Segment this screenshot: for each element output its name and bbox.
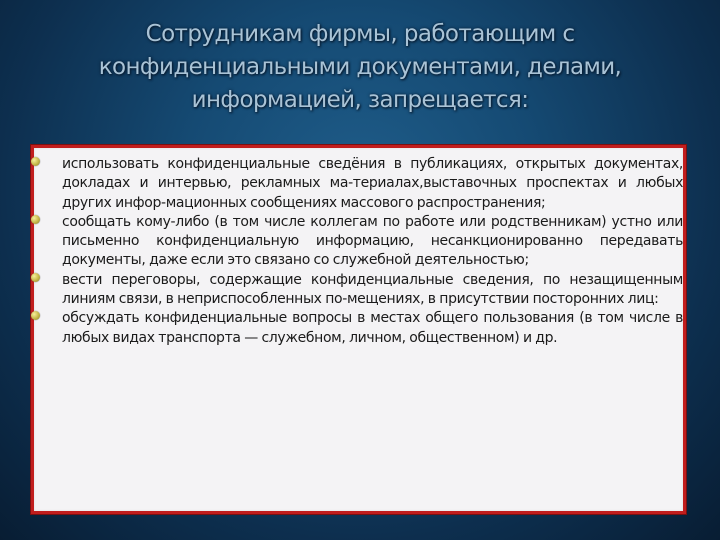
bullet-item bbox=[37, 213, 683, 271]
bullet-item bbox=[37, 271, 683, 310]
bullet-text: использовать конфиденциальные сведёния в публикациях, открытых документах, докладах и интервью, рекламных ма-териалах,выставочных проспектах и любых других инфор-мационных сообщениях массового распространения; bbox=[62, 156, 683, 211]
bullet-text: обсуждать конфиденциальные вопросы в местах общего пользования (в том числе в любых видах транспорта — служебном, личном, общественном) и др. bbox=[62, 310, 683, 346]
bullet-item bbox=[37, 155, 683, 213]
bullet-list bbox=[37, 155, 683, 348]
slide-title-line-1: Сотрудникам фирмы, работающим с bbox=[145, 21, 575, 47]
bullet-icon bbox=[31, 273, 40, 282]
bullet-icon bbox=[31, 157, 40, 166]
bullet-icon bbox=[31, 311, 40, 320]
bullet-item bbox=[37, 309, 683, 348]
bullet-icon bbox=[31, 215, 40, 224]
content-box bbox=[31, 145, 686, 514]
bullet-text: сообщать кому-либо (в том числе коллегам по работе или родственникам) устно или письменно конфиденциальную информацию, несанкционированно передавать документы, даже если это связано со служебной деятельностью; bbox=[62, 213, 683, 269]
slide-title-line-3: информацией, запрещается: bbox=[191, 87, 529, 113]
slide-title bbox=[30, 18, 690, 117]
bullet-text: вести переговоры, содержащие конфиденциальные сведения, по незащищенным линиям связи, в неприспособленных по-мещениях, в присутствии посторонних лиц: bbox=[62, 271, 683, 308]
slide-title-line-2: конфиденциальными документами, делами, bbox=[98, 54, 622, 80]
